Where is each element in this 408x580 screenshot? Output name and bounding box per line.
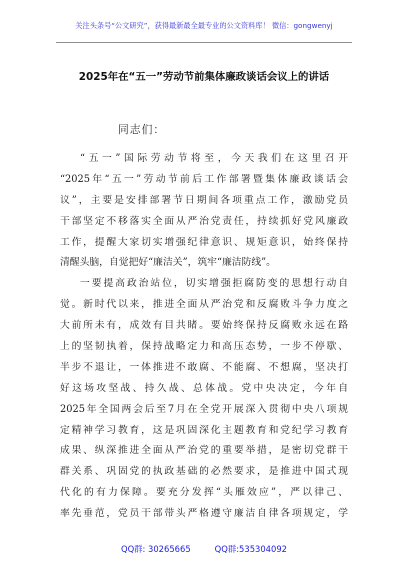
body-line: 觉。新时代以来，推进全面从严治党和反腐败斗争力度之	[60, 299, 348, 311]
body-line: 半步不退让，一体推进不敢腐、不能腐、不想腐，坚决打	[60, 361, 348, 373]
document-body	[60, 149, 348, 525]
header-note: 关注头条号“公文研究”，获得最新最全最专业的公文资料库！ 微信：gongwenyj	[75, 21, 333, 30]
body-line: 定精神学习教育，这是巩固深化主题教育和党纪学习教育	[60, 424, 348, 436]
body-line: 议”，主要是安排部署节日期间各项重点工作，激励党员	[60, 194, 348, 206]
body-line: 干部坚定不移落实全面从严治党责任，持续抓好党风廉政	[60, 215, 348, 227]
body-line: 工作，提醒大家切实增强纪律意识、规矩意识，始终保持	[60, 236, 348, 248]
body-line: 2025年全国两会后至7月在全党开展深入贯彻中央八项规	[60, 403, 348, 415]
footer-qq-group-2: QQ群:535304092	[214, 544, 287, 554]
body-line: 好这场攻坚战、持久战、总体战。党中央决定，今年自	[60, 382, 348, 394]
body-line: 群关系、巩固党的执政基础的必然要求，是推进中国式现	[60, 466, 348, 478]
body-line: 成果、纵深推进全面从严治党的重要举措，是密切党群干	[60, 445, 348, 457]
footer-qq-group-1: QQ群: 30265665	[120, 544, 191, 554]
body-line: 率先垂范，党员干部带头严格遵守廉洁自律各项规定，学	[60, 508, 348, 520]
header-divider	[56, 42, 352, 43]
body-line: “2025年“五一”劳动节前后工作部署暨集体廉政谈话会	[60, 173, 348, 185]
body-line: “五一”国际劳动节将至，今天我们在这里召开	[80, 153, 348, 164]
body-line: 大前所未有，成效有目共睹。要始终保持反腐败永远在路	[60, 320, 348, 332]
document-title: 2025年在“五一”劳动节前集体廉政谈话会议上的讲话	[78, 71, 330, 83]
footer-contact	[0, 543, 408, 555]
salutation: 同志们：	[118, 123, 166, 136]
body-line: 清醒头脑，自觉把好“廉洁关”，筑牢“廉洁防线”。	[60, 257, 276, 269]
body-line: 上的坚韧执着，保持战略定力和高压态势，一步不停歇、	[60, 341, 348, 353]
body-line: 一要提高政治站位，切实增强拒腐防变的思想行动自	[80, 278, 348, 290]
body-line: 代化的有力保障。要充分发挥“头雁效应”，严以律己、	[60, 487, 348, 499]
